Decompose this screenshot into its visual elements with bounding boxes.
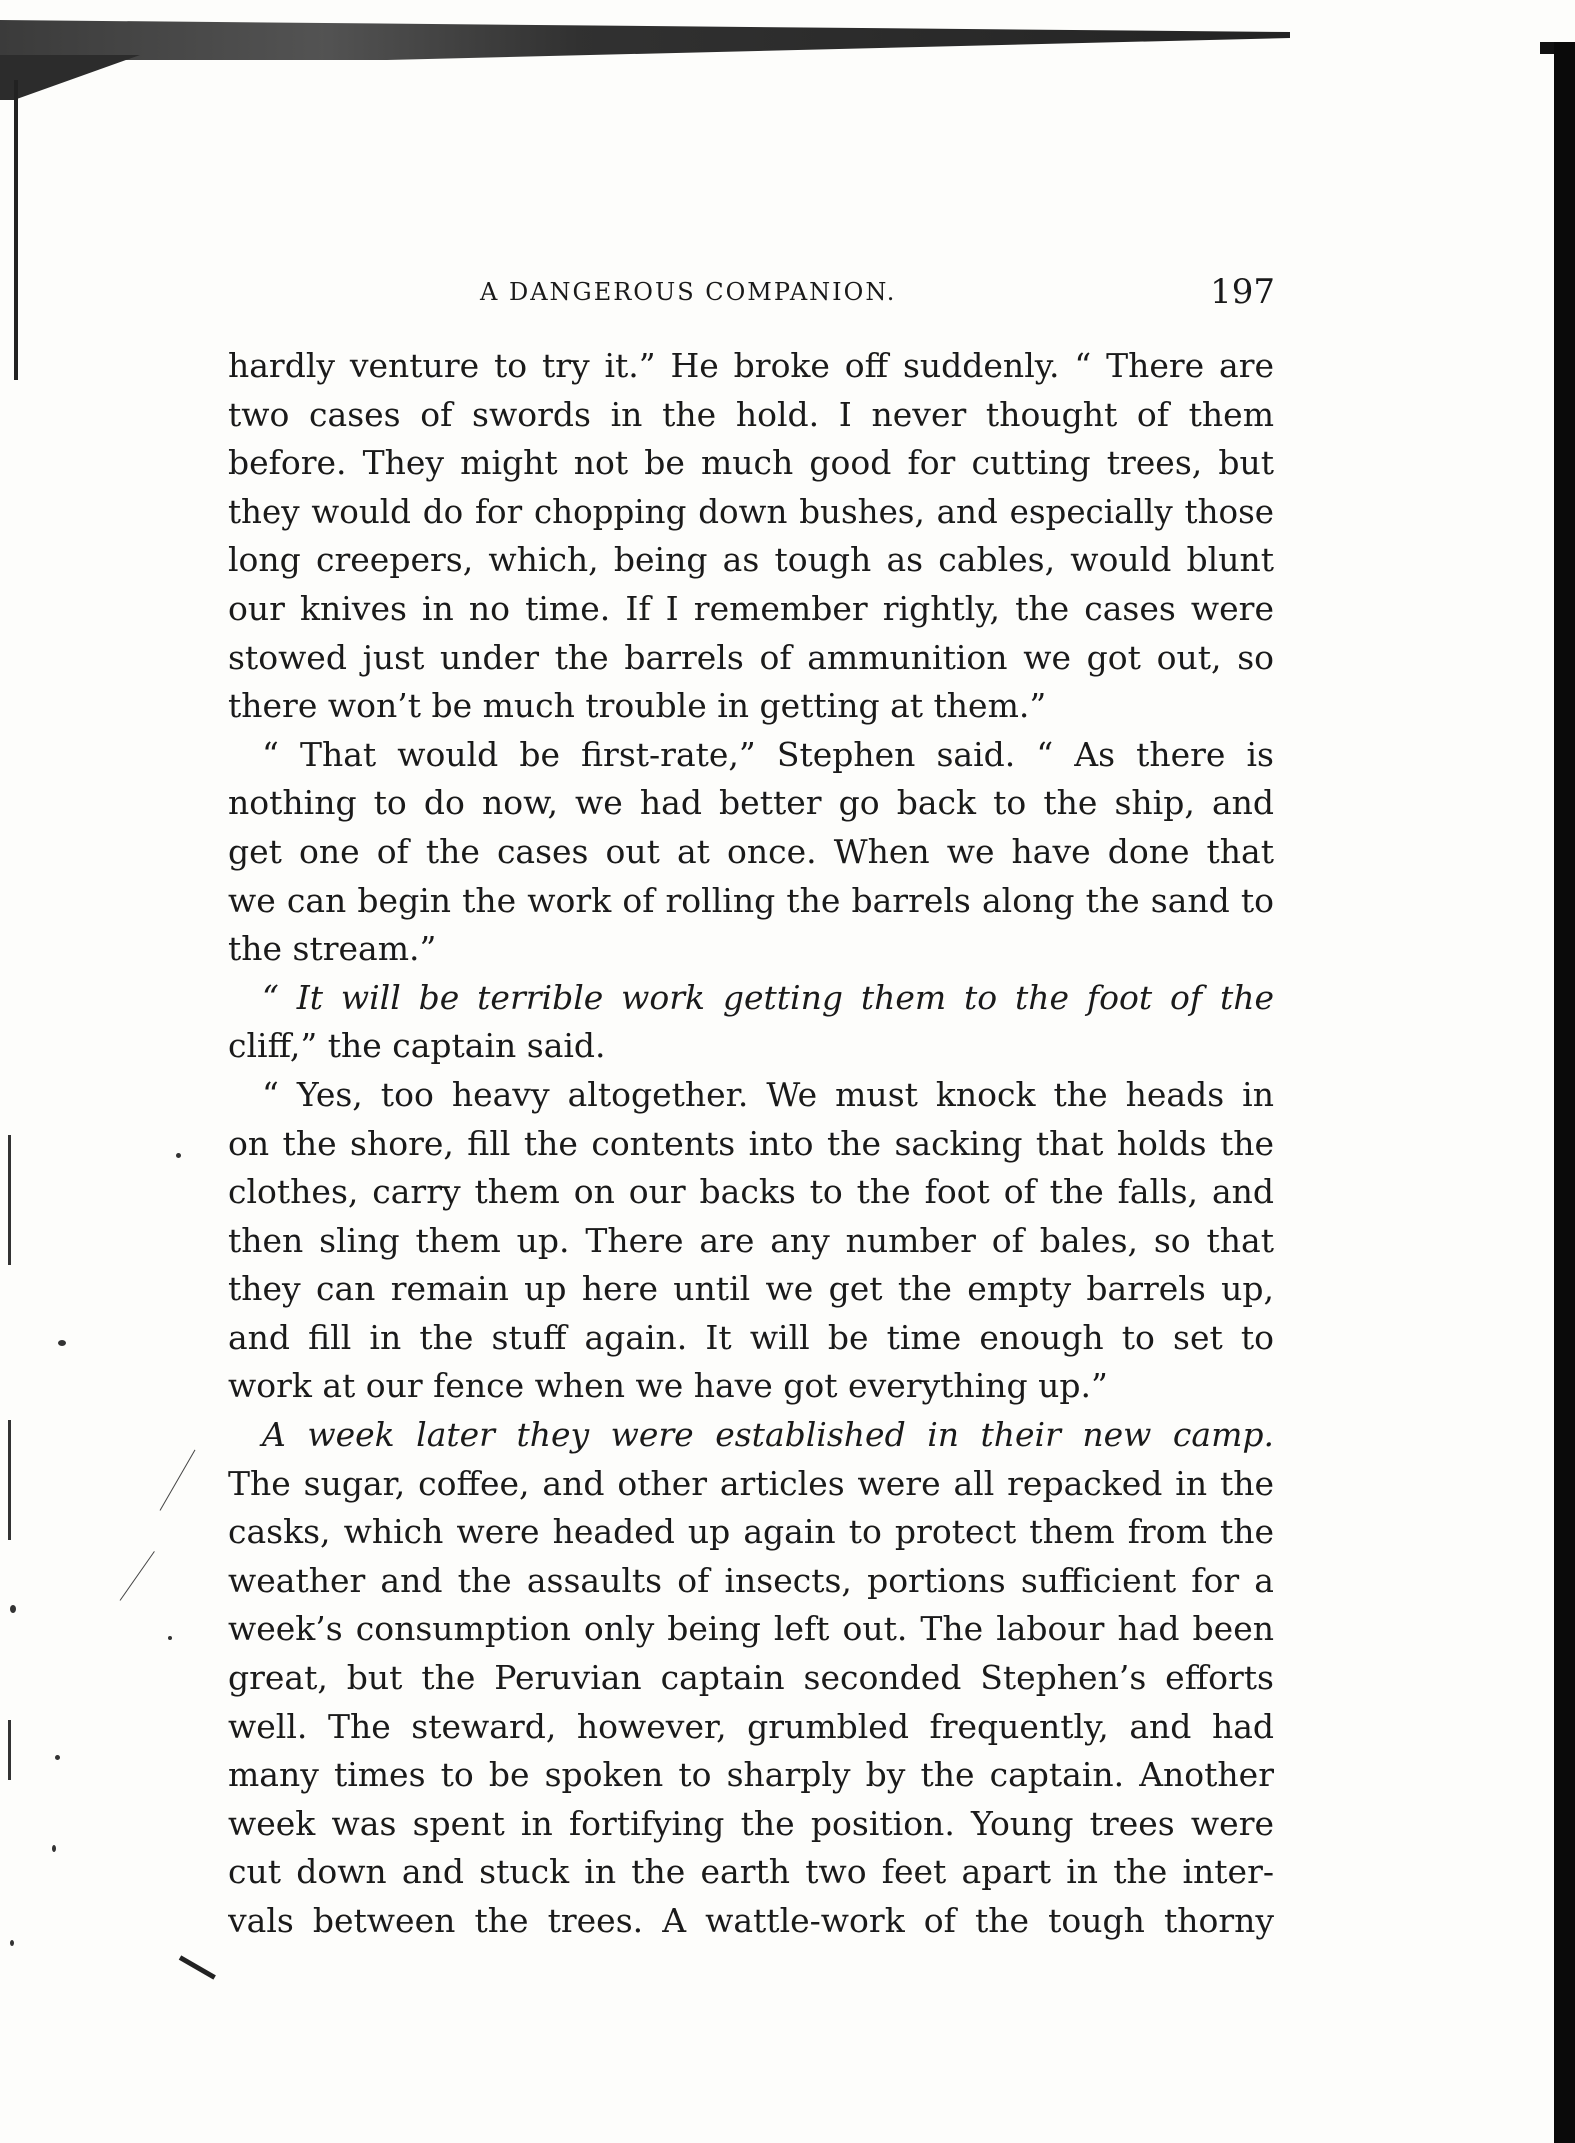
scan-left-mark: [8, 1135, 11, 1265]
text-line: before. They might not be much good for cutting trees, but: [228, 443, 1274, 483]
text-line: clothes, carry them on our backs to the foot of the falls, and: [228, 1172, 1274, 1212]
scan-mark: [160, 1450, 196, 1511]
page-number: 197: [1210, 272, 1275, 312]
text-line: casks, which were headed up again to protect them from the: [228, 1512, 1274, 1552]
text-line: they would do for chopping down bushes, and especially those: [228, 492, 1274, 531]
text-line: “ That would be first-rate,” Stephen said. “ As there is: [262, 734, 1274, 774]
text-line: and fill in the stuff again. It will be time enough to set to: [228, 1317, 1274, 1357]
text-line: nothing to do now, we had better go back to the ship, and: [228, 783, 1274, 823]
text-line: hardly venture to try it.” He broke off suddenly. “ There are: [228, 346, 1274, 385]
text-line: our knives in no time. If I remember rightly, the cases were: [228, 588, 1274, 628]
scan-edge-shadow: [0, 20, 1290, 60]
text-line: great, but the Peruvian captain seconded Stephen’s efforts: [228, 1658, 1274, 1698]
body-text: [228, 342, 1274, 1946]
scan-mark: [120, 1551, 155, 1601]
scan-speck: [168, 1636, 172, 1640]
scan-speck: [58, 1340, 66, 1346]
text-line: on the shore, fill the contents into the sacking that holds the: [228, 1123, 1274, 1163]
text-line: weather and the assaults of insects, portions sufficient for a: [228, 1560, 1274, 1600]
scan-speck: [52, 1845, 56, 1852]
text-line: we can begin the work of rolling the barrels along the sand to: [228, 880, 1274, 920]
scan-mark: [179, 1955, 216, 1979]
scan-left-mark: [8, 1420, 11, 1540]
scan-speck: [10, 1605, 16, 1613]
text-line: many times to be spoken to sharply by the captain. Another: [228, 1755, 1274, 1795]
scan-corner-shadow: [0, 55, 140, 100]
scan-left-edge-line: [14, 80, 18, 380]
text-line: week’s consumption only being left out. The labour had been: [228, 1609, 1274, 1649]
scan-speck: [176, 1153, 181, 1158]
text-line: A week later they were established in their new camp.: [262, 1415, 1274, 1455]
text-line: “ Yes, too heavy altogether. We must knock the heads in: [262, 1074, 1274, 1114]
text-line: long creepers, which, being as tough as cables, would blunt: [228, 540, 1274, 580]
text-line: The sugar, coffee, and other articles were all repacked in the: [228, 1463, 1274, 1503]
text-line: “ It will be terrible work getting them to the foot of the: [262, 977, 1274, 1017]
scan-right-edge-line: [1554, 42, 1575, 2143]
text-line: cut down and stuck in the earth two feet apart in the inter-: [228, 1852, 1274, 1892]
text-line: then sling them up. There are any number of bales, so that: [228, 1220, 1274, 1260]
text-line: work at our fence when we have got everything up.”: [228, 1366, 1108, 1406]
text-line: well. The steward, however, grumbled frequently, and had: [228, 1706, 1274, 1746]
scan-speck: [55, 1755, 60, 1760]
text-line: two cases of swords in the hold. I never thought of them: [228, 394, 1274, 434]
text-line: there won’t be much trouble in getting at them.”: [228, 686, 1047, 726]
scan-left-mark: [8, 1720, 11, 1780]
text-line: vals between the trees. A wattle-work of the tough thorny: [228, 1901, 1274, 1940]
text-line: get one of the cases out at once. When we have done that: [228, 831, 1274, 871]
text-line: week was spent in fortifying the position. Young trees were: [228, 1803, 1274, 1843]
running-head-title: A DANGEROUS COMPANION.: [480, 278, 897, 306]
text-line: the stream.”: [228, 929, 437, 969]
text-line: they can remain up here until we get the empty barrels up,: [228, 1269, 1274, 1309]
running-head: [230, 272, 1275, 312]
scan-speck: [10, 1940, 14, 1946]
text-line: stowed just under the barrels of ammunition we got out, so: [228, 637, 1274, 677]
text-line: cliff,” the captain said.: [228, 1026, 606, 1066]
